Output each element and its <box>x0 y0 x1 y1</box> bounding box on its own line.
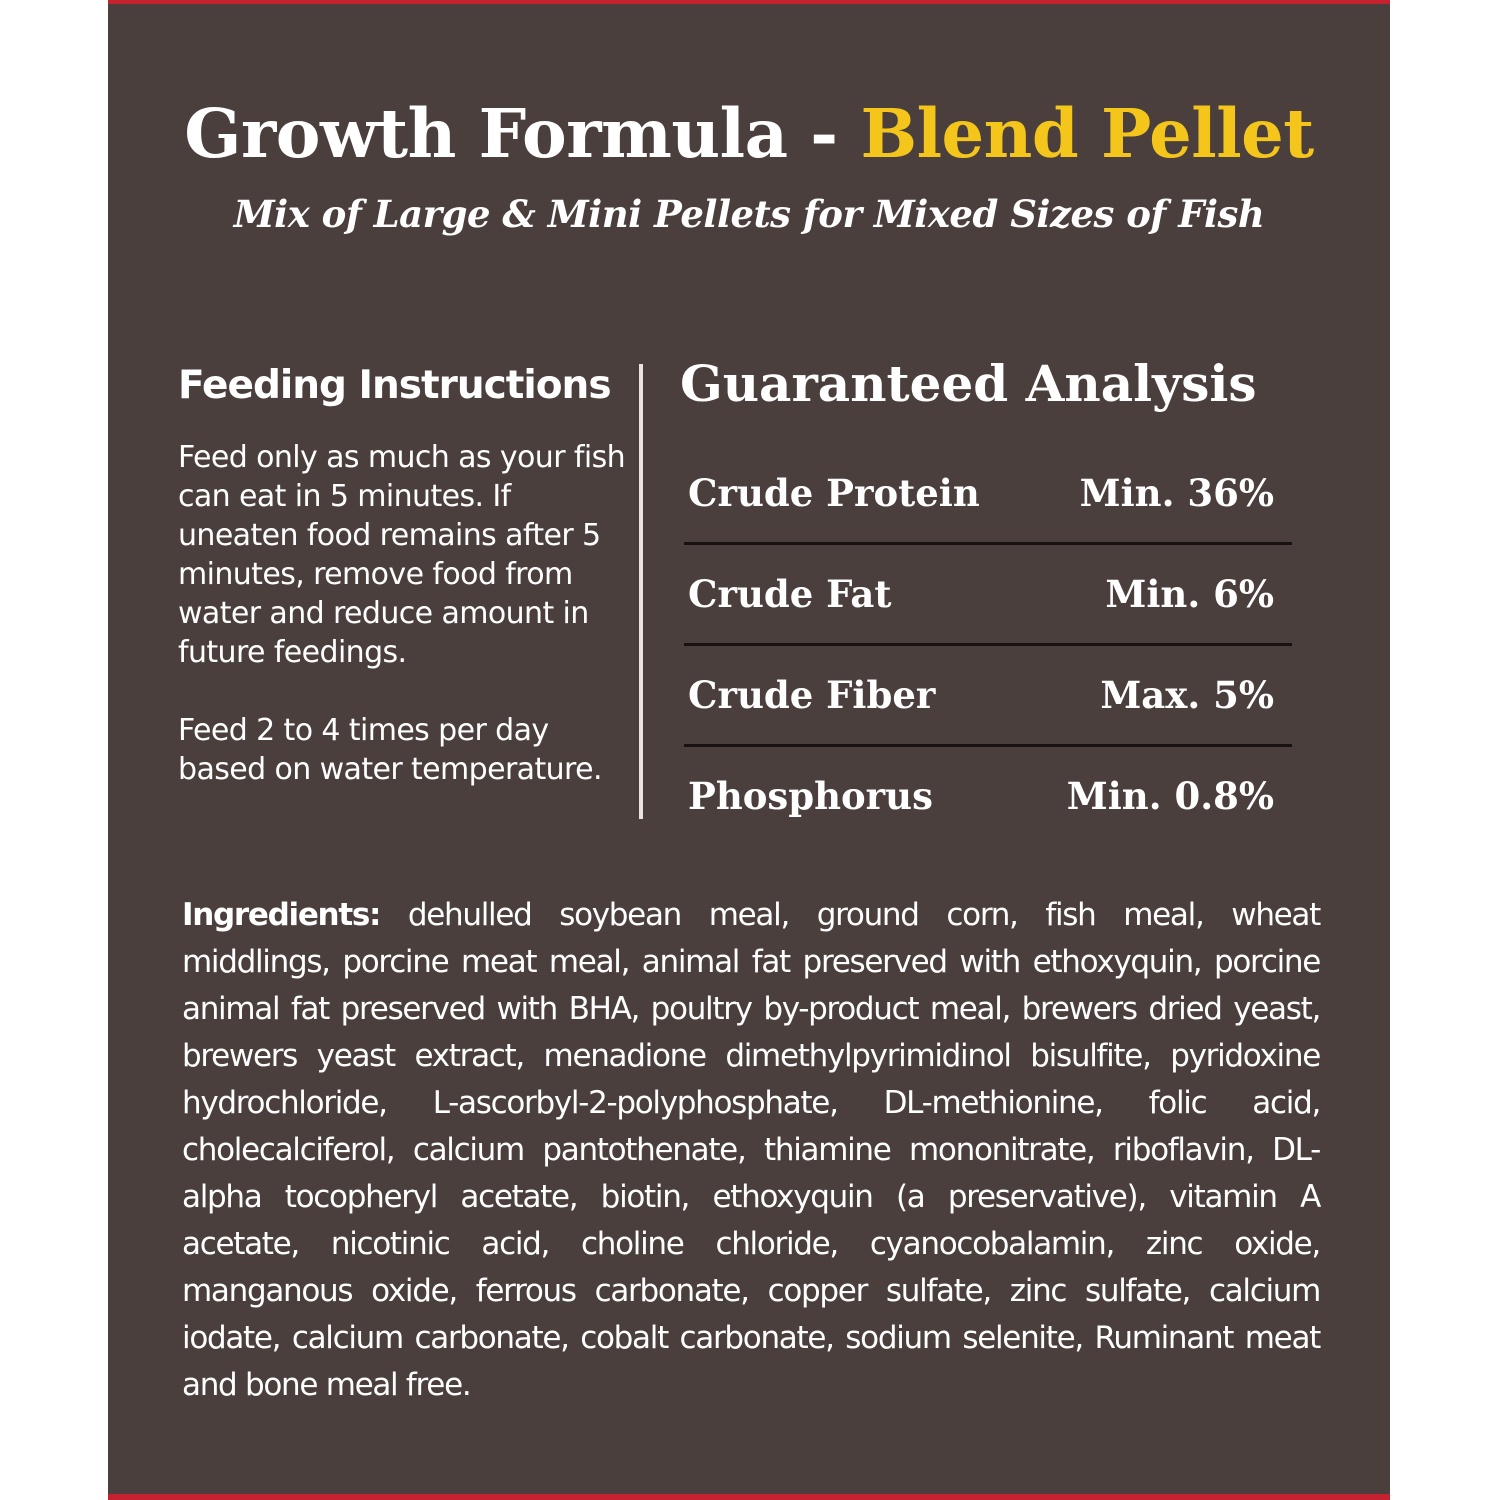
analysis-row-crude-fiber <box>684 646 1292 747</box>
analysis-label: Crude Fiber <box>688 673 936 717</box>
feeding-instructions-paragraph-2: Feed 2 to 4 times per day based on water temperature. <box>178 713 602 787</box>
product-title <box>108 92 1390 176</box>
ingredients-text: dehulled soybean meal, ground corn, fish meal, wheat middlings, porcine meat meal, animal fat preserved with ethoxyquin, porcine animal fat preserved with BHA, poultry by-product meal, brewers dried yeast, brewers yeast extract, menadione dimethylpyrimidinol bisulfite, pyridoxine hydrochloride, L-ascorbyl-2-polyphosphate, DL-methionine, folic acid, cholecalciferol, calcium pantothenate, thiamine mononitrate, riboflavin, DL-alpha tocopheryl acetate, biotin, ethoxyquin (a preservative), vitamin A acetate, nicotinic acid, choline chloride, cyanocobalamin, zinc oxide, manganous oxide, ferrous carbonate, copper sulfate, zinc sulfate, calcium iodate, calcium carbonate, cobalt carbonate, sodium selenite, Ruminant meat and bone meal free. <box>182 897 1320 1403</box>
analysis-value: Max. 5% <box>1100 673 1274 717</box>
analysis-row-crude-fat <box>684 545 1292 646</box>
analysis-label: Crude Fat <box>688 572 892 616</box>
analysis-label: Phosphorus <box>688 774 933 818</box>
feeding-instructions-section <box>178 360 628 789</box>
analysis-value: Min. 36% <box>1079 471 1274 515</box>
feeding-instructions-heading: Feeding Instructions <box>178 363 611 408</box>
product-label-panel <box>108 0 1390 1500</box>
analysis-label: Crude Protein <box>688 471 980 515</box>
ingredients-paragraph <box>182 892 1320 1409</box>
product-subtitle: Mix of Large & Mini Pellets for Mixed Sizes of Fish <box>233 192 1265 236</box>
title-accent: Blend Pellet <box>860 94 1314 173</box>
guaranteed-analysis-heading: Guaranteed Analysis <box>680 354 1257 413</box>
guaranteed-analysis-table <box>684 444 1292 848</box>
ingredients-label: Ingredients: <box>182 897 381 933</box>
analysis-value: Min. 6% <box>1105 572 1274 616</box>
column-divider <box>639 364 643 819</box>
analysis-row-phosphorus <box>684 747 1292 848</box>
analysis-value: Min. 0.8% <box>1066 774 1274 818</box>
feeding-instructions-paragraph-1: Feed only as much as your fish can eat in 5 minutes. If uneaten food remains after 5 minutes, remove food from water and reduce amount in future feedings. <box>178 440 626 670</box>
title-main: Growth Formula - <box>184 94 861 173</box>
analysis-row-crude-protein <box>684 444 1292 545</box>
